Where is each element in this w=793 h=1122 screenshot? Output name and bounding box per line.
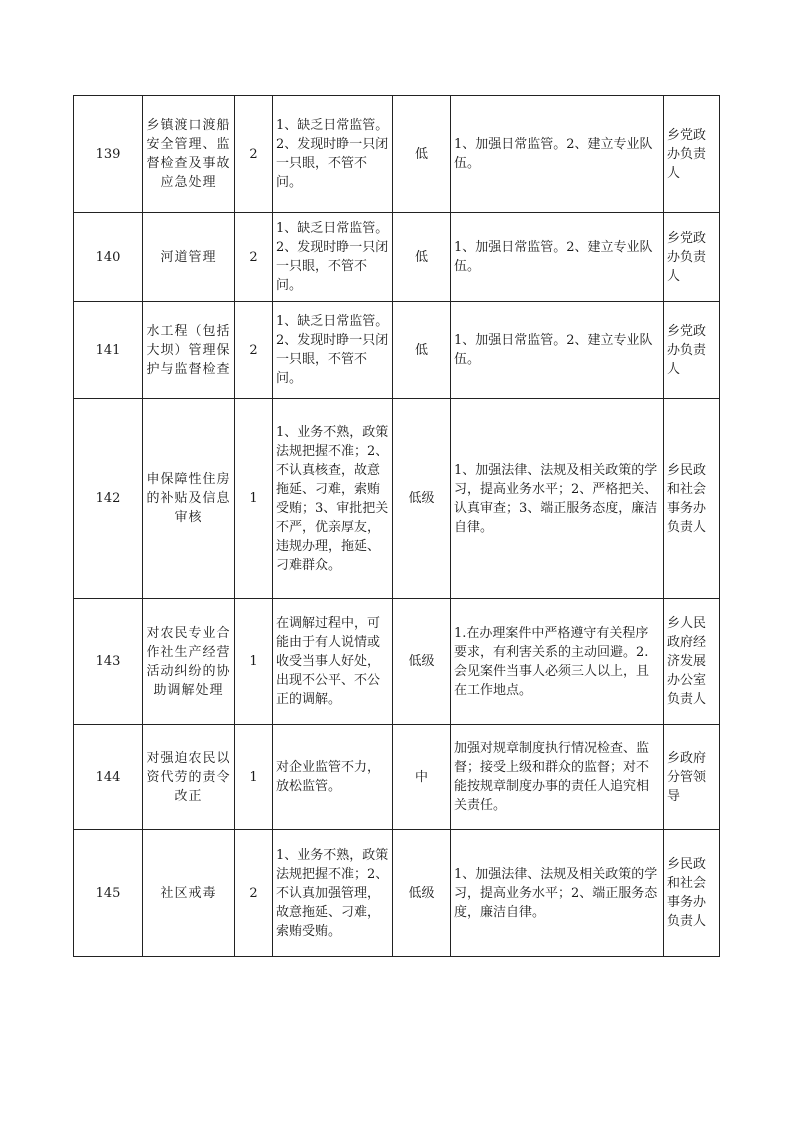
risk-level: 低 xyxy=(393,302,451,399)
table-row xyxy=(74,302,720,399)
row-number: 141 xyxy=(74,302,143,399)
responsible-person: 乡党政办负责人 xyxy=(664,213,720,302)
row-number: 142 xyxy=(74,399,143,599)
prevention-measure: 1、加强法律、法规及相关政策的学习，提高业务水平；2、严格把关、认真审查；3、端正服务态度，廉洁自律。 xyxy=(451,399,664,599)
item-name: 对农民专业合作社生产经营活动纠纷的协助调解处理 xyxy=(143,599,235,725)
responsible-person: 乡政府分管领导 xyxy=(664,725,720,830)
table-row xyxy=(74,725,720,830)
responsible-person: 乡民政和社会事务办负责人 xyxy=(664,830,720,957)
table-row xyxy=(74,399,720,599)
risk-description: 对企业监管不力，放松监管。 xyxy=(273,725,393,830)
prevention-measure: 加强对规章制度执行情况检查、监督；接受上级和群众的监督；对不能按规章制度办事的责任人追究相关责任。 xyxy=(451,725,664,830)
prevention-measure: 1.在办理案件中严格遵守有关程序要求，有利害关系的主动回避。2.会见案件当事人必须三人以上，且在工作地点。 xyxy=(451,599,664,725)
prevention-measure: 1、加强日常监管。2、建立专业队伍。 xyxy=(451,302,664,399)
prevention-measure: 1、加强法律、法规及相关政策的学习，提高业务水平；2、端正服务态度，廉洁自律。 xyxy=(451,830,664,957)
grade: 2 xyxy=(235,213,273,302)
item-name: 申保障性住房的补贴及信息审核 xyxy=(143,399,235,599)
risk-level: 低 xyxy=(393,96,451,213)
grade: 2 xyxy=(235,96,273,213)
grade: 1 xyxy=(235,399,273,599)
responsible-person: 乡党政办负责人 xyxy=(664,302,720,399)
table-row xyxy=(74,213,720,302)
responsible-person: 乡人民政府经济发展办公室负责人 xyxy=(664,599,720,725)
row-number: 145 xyxy=(74,830,143,957)
risk-level: 中 xyxy=(393,725,451,830)
table-row xyxy=(74,830,720,957)
risk-description: 1、业务不熟，政策法规把握不准；2、不认真核查，故意拖延、刁难，索贿受贿；3、审批把关不严，优亲厚友，违规办理，拖延、刁难群众。 xyxy=(273,399,393,599)
grade: 2 xyxy=(235,302,273,399)
row-number: 139 xyxy=(74,96,143,213)
risk-description: 1、缺乏日常监管。2、发现时睁一只闭一只眼，不管不问。 xyxy=(273,96,393,213)
risk-description: 在调解过程中，可能由于有人说情或收受当事人好处，出现不公平、不公正的调解。 xyxy=(273,599,393,725)
table-row xyxy=(74,599,720,725)
item-name: 乡镇渡口渡船安全管理、监督检查及事故应急处理 xyxy=(143,96,235,213)
grade: 1 xyxy=(235,599,273,725)
prevention-measure: 1、加强日常监管。2、建立专业队伍。 xyxy=(451,213,664,302)
table-row xyxy=(74,96,720,213)
item-name: 社区戒毒 xyxy=(143,830,235,957)
risk-level: 低级 xyxy=(393,399,451,599)
risk-level: 低级 xyxy=(393,599,451,725)
risk-level: 低 xyxy=(393,213,451,302)
row-number: 140 xyxy=(74,213,143,302)
risk-level: 低级 xyxy=(393,830,451,957)
risk-description: 1、业务不熟，政策法规把握不准；2、不认真加强管理，故意拖延、刁难，索贿受贿。 xyxy=(273,830,393,957)
item-name: 水工程（包括大坝）管理保护与监督检查 xyxy=(143,302,235,399)
risk-description: 1、缺乏日常监管。2、发现时睁一只闭一只眼，不管不问。 xyxy=(273,213,393,302)
responsible-person: 乡党政办负责人 xyxy=(664,96,720,213)
grade: 1 xyxy=(235,725,273,830)
risk-description: 1、缺乏日常监管。2、发现时睁一只闭一只眼，不管不问。 xyxy=(273,302,393,399)
item-name: 对强迫农民以资代劳的责令改正 xyxy=(143,725,235,830)
row-number: 144 xyxy=(74,725,143,830)
row-number: 143 xyxy=(74,599,143,725)
responsible-person: 乡民政和社会事务办负责人 xyxy=(664,399,720,599)
item-name: 河道管理 xyxy=(143,213,235,302)
prevention-measure: 1、加强日常监管。2、建立专业队伍。 xyxy=(451,96,664,213)
grade: 2 xyxy=(235,830,273,957)
risk-table xyxy=(73,95,720,957)
